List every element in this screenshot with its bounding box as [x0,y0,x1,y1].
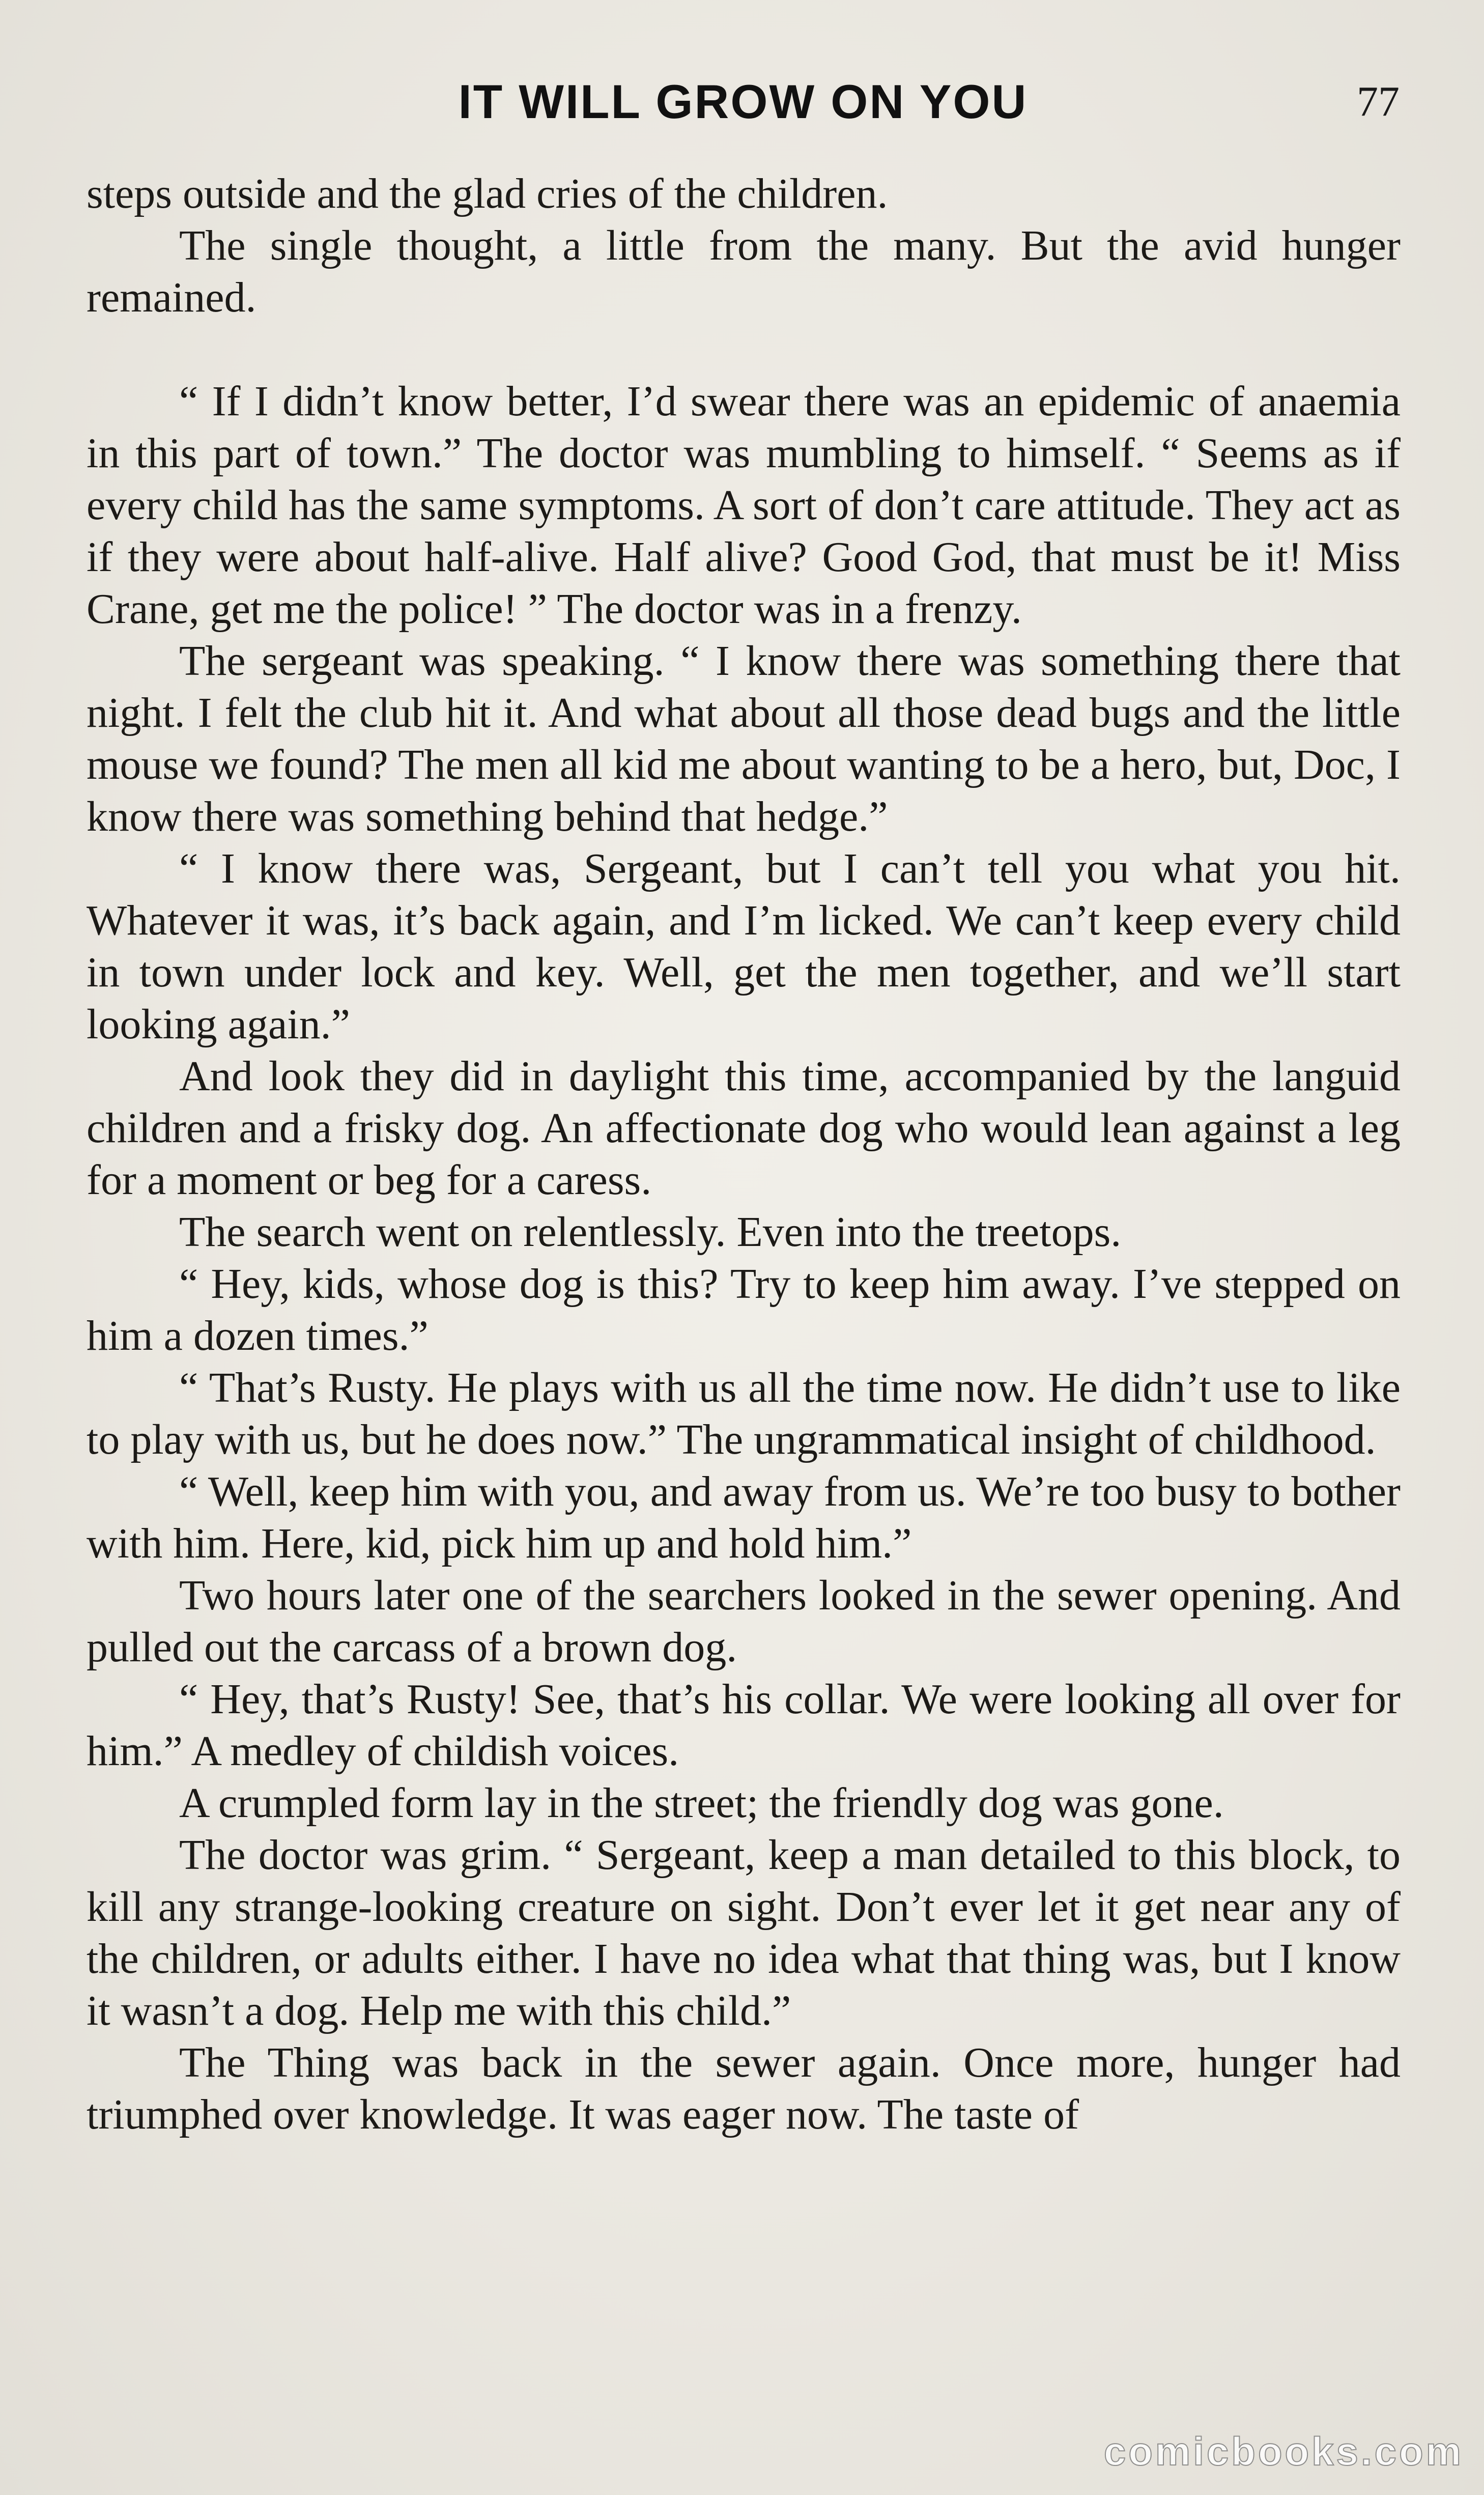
page-number: 77 [1357,78,1400,125]
paragraph: The single thought, a little from the many. But the avid hunger remained. [87,222,1401,321]
page-header [87,66,1400,137]
paragraph: steps outside and the glad cries of the children. [87,170,888,217]
paragraph: “ Well, keep him with you, and away from us. We’re too busy to bother with him. Here, kid, pick him up and hold him.” [87,1468,1401,1567]
running-head: IT WILL GROW ON YOU [458,75,1028,128]
paragraph: “ That’s Rusty. He plays with us all the time now. He didn’t use to like to play with us, but he does now.” The ungrammatical insight of childhood. [87,1364,1401,1463]
body-text [87,168,1401,2141]
paragraph: “ I know there was, Sergeant, but I can’t tell you what you hit. Whatever it was, it’s back again, and I’m licked. We can’t keep every child in town under lock and key. Well, get the men together, and we’ll start looking again.” [87,845,1401,1048]
paragraph: “ Hey, that’s Rusty! See, that’s his collar. We were looking all over for him.” A medley of childish voices. [87,1676,1401,1775]
paragraph: A crumpled form lay in the street; the friendly dog was gone. [179,1779,1224,1827]
paragraph: “ If I didn’t know better, I’d swear there was an epidemic of anaemia in this part of town.” The doctor was mumbling to himself. “ Seems as if every child has the same symptoms. A sort of don’t care attitude. They act as if they were about half-alive. Half alive? Good God, that must be it! Miss Crane, get me the police! ” The doctor was in a frenzy. [87,378,1401,633]
paragraph: The sergeant was speaking. “ I know there was something there that night. I felt the club hit it. And what about all those dead bugs and the little mouse we found? The men all kid me about wanting to be a hero, but, Doc, I know there was something behind that hedge.” [87,637,1401,840]
paragraph: The Thing was back in the sewer again. Once more, hunger had triumphed over knowledge. It was eager now. The taste of [87,2039,1401,2138]
paragraph: Two hours later one of the searchers looked in the sewer opening. And pulled out the carcass of a brown dog. [87,1572,1401,1671]
site-watermark: comicbooks.com [1103,2429,1464,2474]
paragraph: “ Hey, kids, whose dog is this? Try to keep him away. I’ve stepped on him a dozen times.” [87,1260,1401,1359]
paragraph: And look they did in daylight this time, accompanied by the languid children and a frisky dog. An affectionate dog who would lean against a leg for a moment or beg for a caress. [87,1053,1401,1204]
paragraph: The search went on relentlessly. Even into the treetops. [179,1208,1122,1256]
paragraph: The doctor was grim. “ Sergeant, keep a man detailed to this block, to kill any strange-looking creature on sight. Don’t ever let it get near any of the children, or adults either. I have no idea what that thing was, but I know it wasn’t a dog. Help me with this child.” [87,1831,1401,2034]
